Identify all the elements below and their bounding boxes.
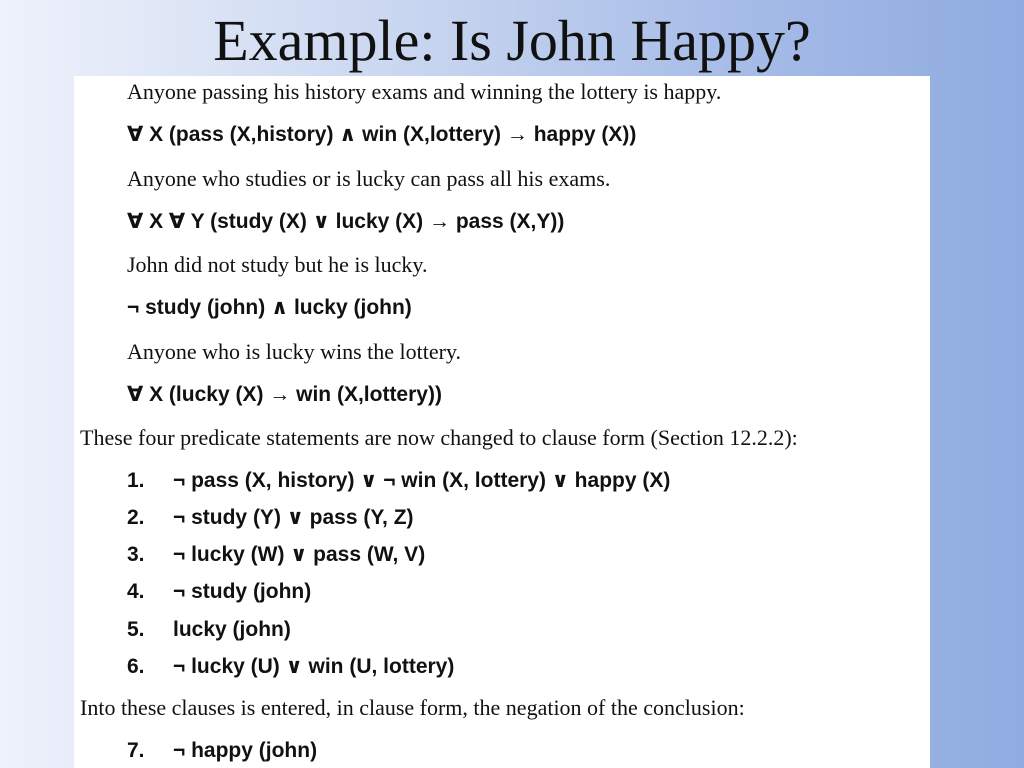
clause-2 <box>127 504 414 532</box>
clause-text: lucky (john) <box>173 618 291 641</box>
clause-text: ¬ happy (john) <box>173 739 318 762</box>
statement-2-logic: ∀ X ∀ Y (study (X) ∨ lucky (X) → pass (X,Y)) <box>127 210 565 233</box>
statement-3-english: John did not study but he is lucky. <box>127 252 428 277</box>
negation-text: Into these clauses is entered, in clause form, the negation of the conclusion: <box>80 695 745 720</box>
clause-1 <box>127 467 670 495</box>
clause-number: 4. <box>127 580 145 603</box>
statement-4-logic: ∀ X (lucky (X) → win (X,lottery)) <box>127 383 442 406</box>
statement-3-logic: ¬ study (john) ∧ lucky (john) <box>127 296 412 319</box>
clause-text: ¬ lucky (W) ∨ pass (W, V) <box>173 543 426 566</box>
clause-number: 1. <box>127 469 145 492</box>
statement-4-english: Anyone who is lucky wins the lottery. <box>127 339 462 364</box>
statement-1-logic: ∀ X (pass (X,history) ∧ win (X,lottery) → happy (X)) <box>127 123 637 146</box>
clause-number: 5. <box>127 618 145 641</box>
slide-title: Example: Is John Happy? <box>213 8 811 73</box>
clause-text: ¬ lucky (U) ∨ win (U, lottery) <box>173 655 455 678</box>
clause-7 <box>127 737 317 765</box>
clause-3 <box>127 541 425 569</box>
clause-number: 7. <box>127 739 145 762</box>
statement-2-english: Anyone who studies or is lucky can pass all his exams. <box>127 166 611 191</box>
clause-4 <box>127 578 311 606</box>
clause-text: ¬ pass (X, history) ∨ ¬ win (X, lottery) ∨ happy (X) <box>173 469 671 492</box>
clause-text: ¬ study (john) <box>173 580 312 603</box>
clause-text: ¬ study (Y) ∨ pass (Y, Z) <box>173 506 414 529</box>
clause-number: 3. <box>127 543 145 566</box>
clause-number: 6. <box>127 655 145 678</box>
clause-6 <box>127 653 454 681</box>
statement-1-english: Anyone passing his history exams and winning the lottery is happy. <box>127 79 722 104</box>
clause-number: 2. <box>127 506 145 529</box>
content-panel <box>74 76 930 768</box>
clause-5 <box>127 616 291 644</box>
transition-text: These four predicate statements are now changed to clause form (Section 12.2.2): <box>80 425 798 450</box>
